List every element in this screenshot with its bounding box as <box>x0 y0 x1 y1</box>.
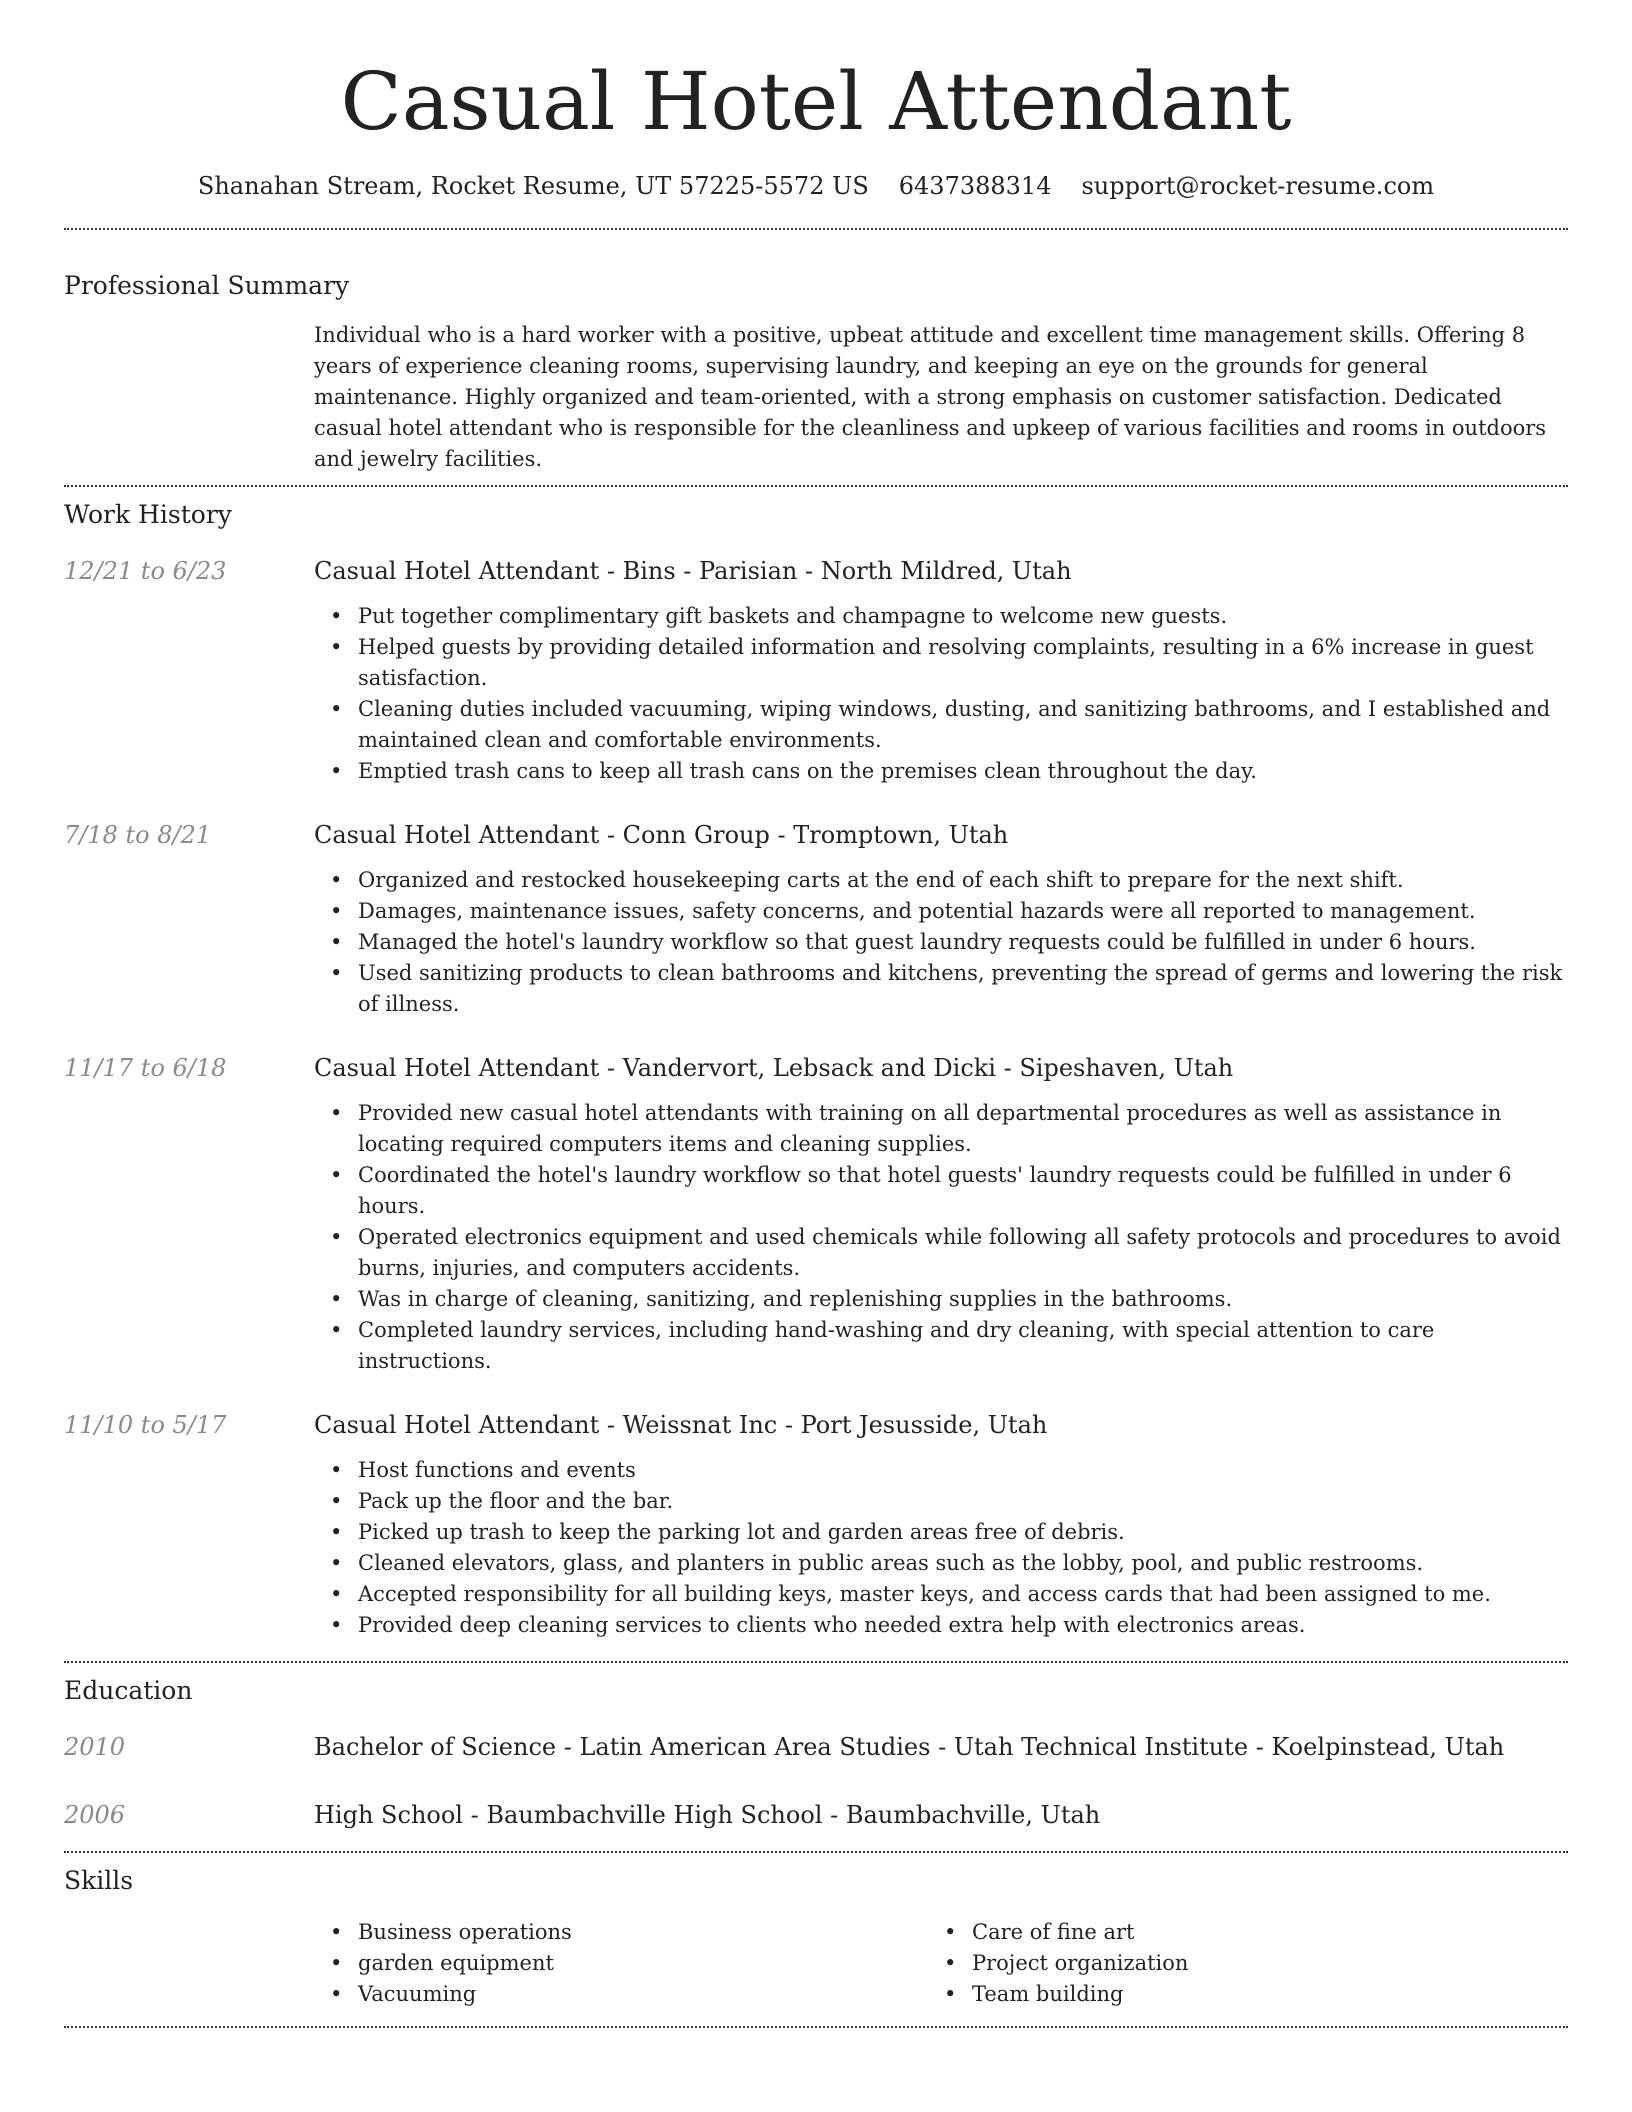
section-title-work: Work History <box>64 500 232 529</box>
list-item: • Managed the hotel's laundry workflow so that guest laundry requests could be fulfilled in under 6 hours. <box>314 927 1568 958</box>
list-item: • Cleaning duties included vacuuming, wiping windows, dusting, and sanitizing bathrooms, and I established and maintained clean and comfortable environments. <box>314 694 1568 756</box>
list-item: • Used sanitizing products to clean bathrooms and kitchens, preventing the spread of germs and lowering the risk of illness. <box>314 958 1568 1020</box>
resume-page <box>64 0 1568 2028</box>
job-entry <box>64 819 1568 1020</box>
list-item: • Was in charge of cleaning, sanitizing, and replenishing supplies in the bathrooms. <box>314 1284 1568 1315</box>
list-item: • Helped guests by providing detailed information and resolving complaints, resulting in a 6% increase in guest satisfaction. <box>314 632 1568 694</box>
skill-item: • Team building <box>928 1979 1542 2010</box>
skill-item: • Business operations <box>314 1917 928 1948</box>
skills-grid <box>314 1917 1568 2010</box>
contact-phone: 6437388314 <box>898 172 1052 200</box>
skill-item: • Vacuuming <box>314 1979 928 2010</box>
list-item: • Coordinated the hotel's laundry workflow so that hotel guests' laundry requests could be fulfilled in under 6 hours. <box>314 1160 1568 1222</box>
section-title-summary: Professional Summary <box>64 271 350 300</box>
education-entry <box>64 1799 1568 1831</box>
job-bullets <box>314 1455 1568 1641</box>
job-bullets <box>314 865 1568 1020</box>
divider <box>64 2026 1568 2028</box>
skill-item: • Project organization <box>928 1948 1542 1979</box>
job-bullets <box>314 601 1568 787</box>
divider <box>64 485 1568 487</box>
list-item: • Provided new casual hotel attendants with training on all departmental procedures as well as assistance in locating required computers items and cleaning supplies. <box>314 1098 1568 1160</box>
job-dates: 12/21 to 6/23 <box>64 557 227 585</box>
job-heading: Casual Hotel Attendant - Weissnat Inc - Port Jesusside, Utah <box>314 1411 1048 1439</box>
job-entry <box>64 1052 1568 1377</box>
skills-list-right <box>928 1917 1542 2010</box>
job-dates: 7/18 to 8/21 <box>64 821 212 849</box>
section-title-education: Education <box>64 1676 193 1705</box>
list-item: • Damages, maintenance issues, safety concerns, and potential hazards were all reported to management. <box>314 896 1568 927</box>
list-item: • Pack up the floor and the bar. <box>314 1486 1568 1517</box>
list-item: • Accepted responsibility for all building keys, master keys, and access cards that had been assigned to me. <box>314 1579 1568 1610</box>
job-heading: Casual Hotel Attendant - Bins - Parisian - North Mildred, Utah <box>314 557 1072 585</box>
job-entry <box>64 555 1568 787</box>
list-item: • Picked up trash to keep the parking lot and garden areas free of debris. <box>314 1517 1568 1548</box>
job-dates: 11/10 to 5/17 <box>64 1411 227 1439</box>
summary-text: Individual who is a hard worker with a positive, upbeat attitude and excellent time management skills. Offering 8 years of experience cleaning rooms, supervising laundry, and keeping an eye on the grounds for general maintenance. Highly organized and team-oriented, with a strong emphasis on customer satisfaction. Dedicated casual hotel attendant who is responsible for the cleanliness and upkeep of various facilities and rooms in outdoors and jewelry facilities. <box>314 323 1547 471</box>
education-year: 2006 <box>64 1801 126 1829</box>
list-item: • Organized and restocked housekeeping carts at the end of each shift to prepare for the next shift. <box>314 865 1568 896</box>
education-entry <box>64 1731 1568 1763</box>
divider <box>64 1661 1568 1663</box>
list-item: • Operated electronics equipment and used chemicals while following all safety protocols and procedures to avoid burns, injuries, and computers accidents. <box>314 1222 1568 1284</box>
divider <box>64 1851 1568 1853</box>
education-year: 2010 <box>64 1733 126 1761</box>
education-heading: High School - Baumbachville High School - Baumbachville, Utah <box>314 1801 1101 1829</box>
list-item: • Emptied trash cans to keep all trash cans on the premises clean throughout the day. <box>314 756 1568 787</box>
list-item: • Completed laundry services, including hand-washing and dry cleaning, with special attention to care instructions. <box>314 1315 1568 1377</box>
contact-email: support@rocket-resume.com <box>1081 172 1435 200</box>
job-entry <box>64 1409 1568 1641</box>
list-item: • Host functions and events <box>314 1455 1568 1486</box>
list-item: • Provided deep cleaning services to clients who needed extra help with electronics areas. <box>314 1610 1568 1641</box>
skill-item: • Care of fine art <box>928 1917 1542 1948</box>
list-item: • Put together complimentary gift baskets and champagne to welcome new guests. <box>314 601 1568 632</box>
job-heading: Casual Hotel Attendant - Vandervort, Lebsack and Dicki - Sipeshaven, Utah <box>314 1054 1234 1082</box>
job-heading: Casual Hotel Attendant - Conn Group - Tromptown, Utah <box>314 821 1009 849</box>
skills-list-left <box>314 1917 928 2010</box>
candidate-name: Casual Hotel Attendant <box>340 55 1292 148</box>
job-dates: 11/17 to 6/18 <box>64 1054 227 1082</box>
contact-line <box>64 170 1568 202</box>
education-heading: Bachelor of Science - Latin American Area Studies - Utah Technical Institute - Koelpinstead, Utah <box>314 1733 1505 1761</box>
list-item: • Cleaned elevators, glass, and planters in public areas such as the lobby, pool, and public restrooms. <box>314 1548 1568 1579</box>
contact-address: Shanahan Stream, Rocket Resume, UT 57225-5572 US <box>197 172 869 200</box>
job-bullets <box>314 1098 1568 1377</box>
divider <box>64 228 1568 230</box>
section-title-skills: Skills <box>64 1866 134 1895</box>
skill-item: • garden equipment <box>314 1948 928 1979</box>
